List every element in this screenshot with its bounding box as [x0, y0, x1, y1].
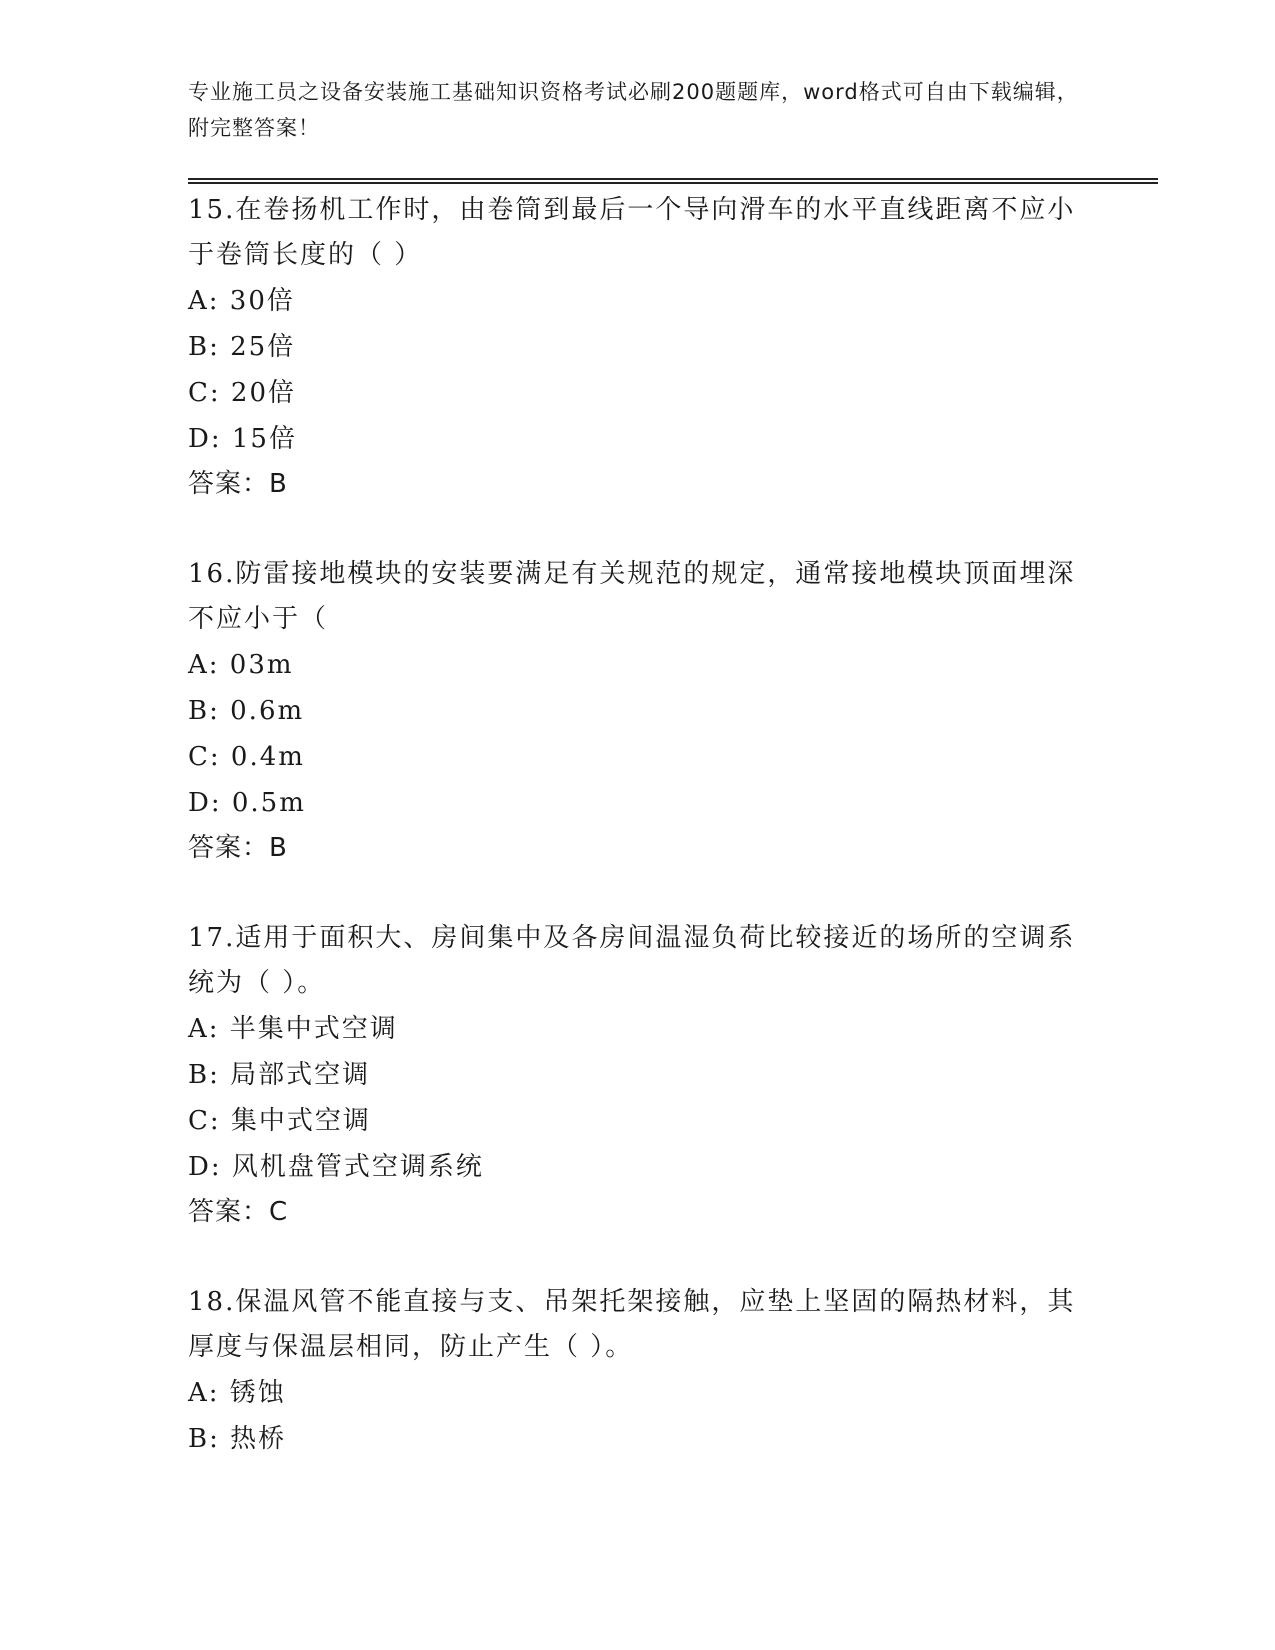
question-15: [188, 188, 1088, 506]
option-d: D: 15倍: [188, 424, 297, 454]
header-divider-top: [188, 178, 1158, 180]
answer: 答案：C: [188, 1197, 289, 1227]
option-a: A: 03m: [188, 650, 294, 680]
question-16: [188, 552, 1088, 870]
option-c: C: 0.4m: [188, 742, 305, 772]
header-divider-bottom: [188, 182, 1158, 184]
option-b: B: 0.6m: [188, 696, 305, 726]
option-c: C: 集中式空调: [188, 1106, 371, 1136]
option-a: A: 半集中式空调: [188, 1014, 398, 1044]
option-d: D: 0.5m: [188, 788, 306, 818]
question-stem: 17.适用于面积大、房间集中及各房间温湿负荷比较接近的场所的空调系统为（ ）。: [188, 923, 1076, 998]
answer: 答案：B: [188, 469, 288, 499]
question-stem: 15.在卷扬机工作时，由卷筒到最后一个导向滑车的水平直线距离不应小于卷筒长度的（ ）: [188, 195, 1076, 270]
question-18: [188, 1280, 1088, 1462]
option-b: B: 25倍: [188, 332, 296, 362]
option-b: B: 局部式空调: [188, 1060, 371, 1090]
question-stem: 16.防雷接地模块的安装要满足有关规范的规定，通常接地模块顶面埋深不应小于（: [188, 559, 1076, 634]
option-a: A: 30倍: [188, 286, 295, 316]
question-list: [188, 188, 1088, 1508]
question-stem: 18.保温风管不能直接与支、吊架托架接触，应垫上坚固的隔热材料，其厚度与保温层相同，防止产生（ ）。: [188, 1287, 1076, 1362]
option-d: D: 风机盘管式空调系统: [188, 1152, 484, 1182]
document-header: 专业施工员之设备安装施工基础知识资格考试必刷200题题库，word格式可自由下载编辑，附完整答案！: [188, 80, 1079, 140]
option-c: C: 20倍: [188, 378, 297, 408]
option-a: A: 锈蚀: [188, 1378, 286, 1408]
answer: 答案：B: [188, 833, 288, 863]
option-b: B: 热桥: [188, 1424, 287, 1454]
question-17: [188, 916, 1088, 1234]
